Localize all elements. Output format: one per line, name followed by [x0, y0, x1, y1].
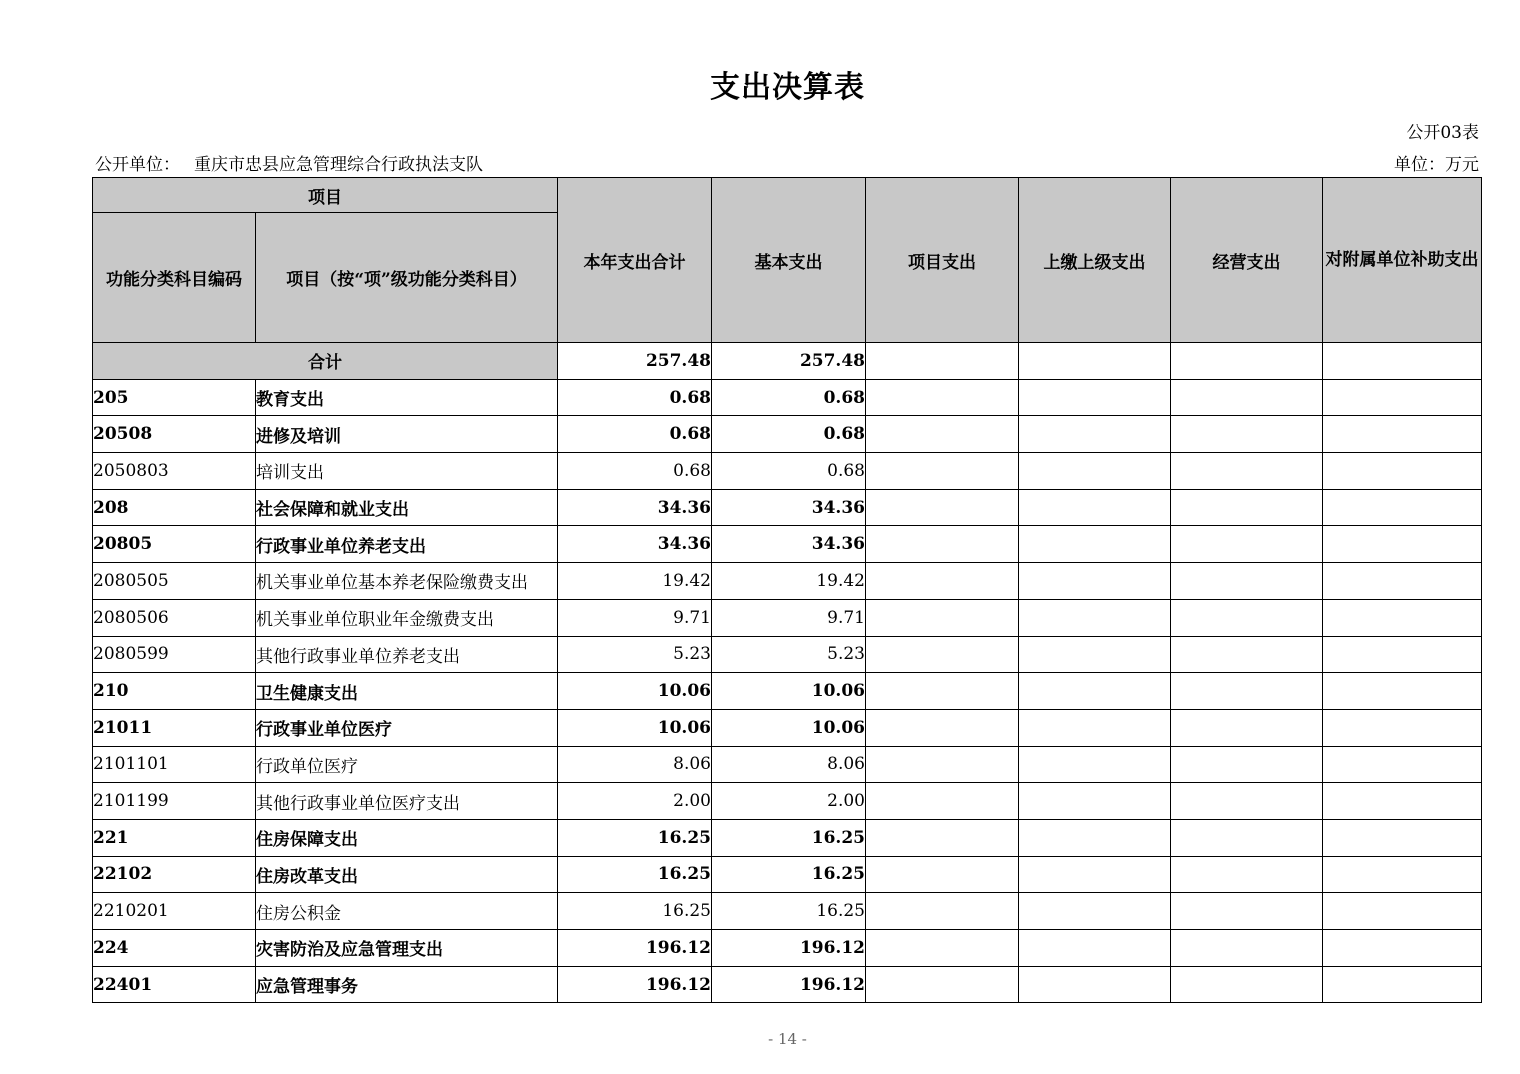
cell-business	[1171, 526, 1323, 563]
cell-name: 其他行政事业单位养老支出	[256, 636, 558, 673]
cell-code: 20805	[93, 526, 256, 563]
cell-upper	[1019, 930, 1171, 967]
cell-code: 210	[93, 673, 256, 710]
cell-subsidy	[1323, 709, 1482, 746]
cell-name: 住房保障支出	[256, 819, 558, 856]
total-label: 合计	[93, 343, 558, 380]
table-row	[93, 489, 1482, 526]
cell-upper	[1019, 673, 1171, 710]
cell-business	[1171, 379, 1323, 416]
form-number: 公开03表	[1406, 123, 1479, 143]
cell-business	[1171, 563, 1323, 600]
cell-basic: 19.42	[712, 563, 866, 600]
cell-basic: 0.68	[712, 453, 866, 490]
cell-project	[866, 636, 1019, 673]
cell-total: 196.12	[558, 930, 712, 967]
cell-code: 21011	[93, 709, 256, 746]
cell-basic: 8.06	[712, 746, 866, 783]
cell-basic: 10.06	[712, 709, 866, 746]
table-row	[93, 563, 1482, 600]
cell-upper	[1019, 783, 1171, 820]
org-name: 重庆市忠县应急管理综合行政执法支队	[194, 155, 483, 175]
cell-code: 20508	[93, 416, 256, 453]
table-row	[93, 709, 1482, 746]
header-code: 功能分类科目编码	[93, 213, 256, 343]
cell-project	[866, 599, 1019, 636]
cell-upper	[1019, 526, 1171, 563]
cell-subsidy	[1323, 416, 1482, 453]
org-label: 公开单位：	[95, 155, 180, 175]
cell-name: 教育支出	[256, 379, 558, 416]
cell-subsidy	[1323, 893, 1482, 930]
unit-info-row	[95, 150, 1479, 174]
cell-project	[866, 783, 1019, 820]
cell-upper	[1019, 966, 1171, 1003]
cell-project	[866, 673, 1019, 710]
cell-business	[1171, 673, 1323, 710]
cell-subsidy	[1323, 673, 1482, 710]
cell-total: 16.25	[558, 819, 712, 856]
cell-total: 0.68	[558, 453, 712, 490]
cell-total: 9.71	[558, 599, 712, 636]
cell-upper	[1019, 379, 1171, 416]
cell-code: 221	[93, 819, 256, 856]
cell-subsidy	[1323, 783, 1482, 820]
table-row	[93, 819, 1482, 856]
cell-business	[1171, 709, 1323, 746]
cell-business	[1171, 819, 1323, 856]
cell-subsidy	[1323, 379, 1482, 416]
header-business: 经营支出	[1171, 178, 1323, 343]
table-row	[93, 856, 1482, 893]
cell-total: 2.00	[558, 783, 712, 820]
cell-code: 2080599	[93, 636, 256, 673]
cell-subsidy	[1323, 966, 1482, 1003]
cell-basic: 34.36	[712, 526, 866, 563]
cell-total: 19.42	[558, 563, 712, 600]
cell-code: 205	[93, 379, 256, 416]
cell-basic: 16.25	[712, 856, 866, 893]
cell-code: 22401	[93, 966, 256, 1003]
total-basic: 257.48	[712, 343, 866, 380]
cell-basic: 16.25	[712, 893, 866, 930]
table-row	[93, 966, 1482, 1003]
cell-project	[866, 489, 1019, 526]
cell-project	[866, 709, 1019, 746]
header-basic: 基本支出	[712, 178, 866, 343]
cell-name: 卫生健康支出	[256, 673, 558, 710]
total-subsidy	[1323, 343, 1482, 380]
cell-code: 224	[93, 930, 256, 967]
cell-code: 2101101	[93, 746, 256, 783]
total-upper	[1019, 343, 1171, 380]
cell-name: 行政事业单位医疗	[256, 709, 558, 746]
table-row	[93, 783, 1482, 820]
cell-name: 培训支出	[256, 453, 558, 490]
cell-total: 34.36	[558, 489, 712, 526]
cell-business	[1171, 453, 1323, 490]
cell-total: 5.23	[558, 636, 712, 673]
table-row	[93, 379, 1482, 416]
cell-subsidy	[1323, 453, 1482, 490]
header-total: 本年支出合计	[558, 178, 712, 343]
table-row	[93, 526, 1482, 563]
cell-code: 22102	[93, 856, 256, 893]
cell-project	[866, 453, 1019, 490]
cell-total: 16.25	[558, 893, 712, 930]
page-number: - 14 -	[768, 1030, 807, 1048]
cell-upper	[1019, 709, 1171, 746]
cell-business	[1171, 416, 1323, 453]
cell-name: 住房公积金	[256, 893, 558, 930]
cell-basic: 196.12	[712, 930, 866, 967]
cell-upper	[1019, 856, 1171, 893]
cell-business	[1171, 966, 1323, 1003]
cell-basic: 2.00	[712, 783, 866, 820]
cell-name: 进修及培训	[256, 416, 558, 453]
table-row	[93, 673, 1482, 710]
cell-name: 应急管理事务	[256, 966, 558, 1003]
expenditure-table	[92, 177, 1482, 1003]
cell-basic: 5.23	[712, 636, 866, 673]
cell-subsidy	[1323, 526, 1482, 563]
cell-basic: 9.71	[712, 599, 866, 636]
cell-business	[1171, 856, 1323, 893]
table-row	[93, 893, 1482, 930]
cell-project	[866, 930, 1019, 967]
cell-code: 2080505	[93, 563, 256, 600]
cell-name: 灾害防治及应急管理支出	[256, 930, 558, 967]
cell-total: 10.06	[558, 709, 712, 746]
cell-project	[866, 746, 1019, 783]
cell-project	[866, 966, 1019, 1003]
table-row	[93, 599, 1482, 636]
cell-total: 8.06	[558, 746, 712, 783]
cell-code: 2101199	[93, 783, 256, 820]
cell-code: 2210201	[93, 893, 256, 930]
cell-business	[1171, 636, 1323, 673]
cell-business	[1171, 930, 1323, 967]
cell-subsidy	[1323, 930, 1482, 967]
cell-total: 196.12	[558, 966, 712, 1003]
cell-total: 34.36	[558, 526, 712, 563]
currency-unit: 单位：万元	[1394, 155, 1479, 175]
cell-code: 208	[93, 489, 256, 526]
page-title: 支出决算表	[710, 70, 865, 105]
cell-name: 机关事业单位职业年金缴费支出	[256, 599, 558, 636]
cell-basic: 34.36	[712, 489, 866, 526]
cell-subsidy	[1323, 819, 1482, 856]
cell-upper	[1019, 453, 1171, 490]
cell-total: 10.06	[558, 673, 712, 710]
header-subsidy: 对附属单位补助支出	[1323, 178, 1482, 343]
total-row	[93, 343, 1482, 380]
cell-basic: 196.12	[712, 966, 866, 1003]
cell-name: 社会保障和就业支出	[256, 489, 558, 526]
header-project: 项目支出	[866, 178, 1019, 343]
cell-basic: 16.25	[712, 819, 866, 856]
total-business	[1171, 343, 1323, 380]
cell-upper	[1019, 489, 1171, 526]
cell-upper	[1019, 563, 1171, 600]
cell-project	[866, 819, 1019, 856]
table-row	[93, 930, 1482, 967]
cell-project	[866, 856, 1019, 893]
cell-subsidy	[1323, 636, 1482, 673]
cell-business	[1171, 489, 1323, 526]
cell-upper	[1019, 746, 1171, 783]
cell-total: 16.25	[558, 856, 712, 893]
total-sum: 257.48	[558, 343, 712, 380]
cell-name: 住房改革支出	[256, 856, 558, 893]
cell-code: 2080506	[93, 599, 256, 636]
cell-business	[1171, 746, 1323, 783]
cell-name: 行政事业单位养老支出	[256, 526, 558, 563]
cell-business	[1171, 783, 1323, 820]
cell-upper	[1019, 819, 1171, 856]
cell-basic: 10.06	[712, 673, 866, 710]
cell-project	[866, 526, 1019, 563]
table-row	[93, 636, 1482, 673]
cell-total: 0.68	[558, 416, 712, 453]
cell-project	[866, 416, 1019, 453]
table-row	[93, 453, 1482, 490]
cell-subsidy	[1323, 746, 1482, 783]
cell-subsidy	[1323, 489, 1482, 526]
table-row	[93, 416, 1482, 453]
cell-name: 其他行政事业单位医疗支出	[256, 783, 558, 820]
org-info	[95, 150, 483, 175]
cell-basic: 0.68	[712, 416, 866, 453]
cell-upper	[1019, 599, 1171, 636]
cell-code: 2050803	[93, 453, 256, 490]
header-upper: 上缴上级支出	[1019, 178, 1171, 343]
table-row	[93, 746, 1482, 783]
cell-project	[866, 893, 1019, 930]
cell-business	[1171, 893, 1323, 930]
cell-name: 机关事业单位基本养老保险缴费支出	[256, 563, 558, 600]
header-name: 项目（按“项”级功能分类科目）	[256, 213, 558, 343]
cell-project	[866, 563, 1019, 600]
cell-total: 0.68	[558, 379, 712, 416]
cell-upper	[1019, 893, 1171, 930]
cell-upper	[1019, 416, 1171, 453]
cell-upper	[1019, 636, 1171, 673]
cell-basic: 0.68	[712, 379, 866, 416]
header-item-group: 项目	[93, 178, 558, 213]
cell-subsidy	[1323, 599, 1482, 636]
total-project	[866, 343, 1019, 380]
cell-name: 行政单位医疗	[256, 746, 558, 783]
cell-subsidy	[1323, 563, 1482, 600]
cell-project	[866, 379, 1019, 416]
cell-subsidy	[1323, 856, 1482, 893]
cell-business	[1171, 599, 1323, 636]
